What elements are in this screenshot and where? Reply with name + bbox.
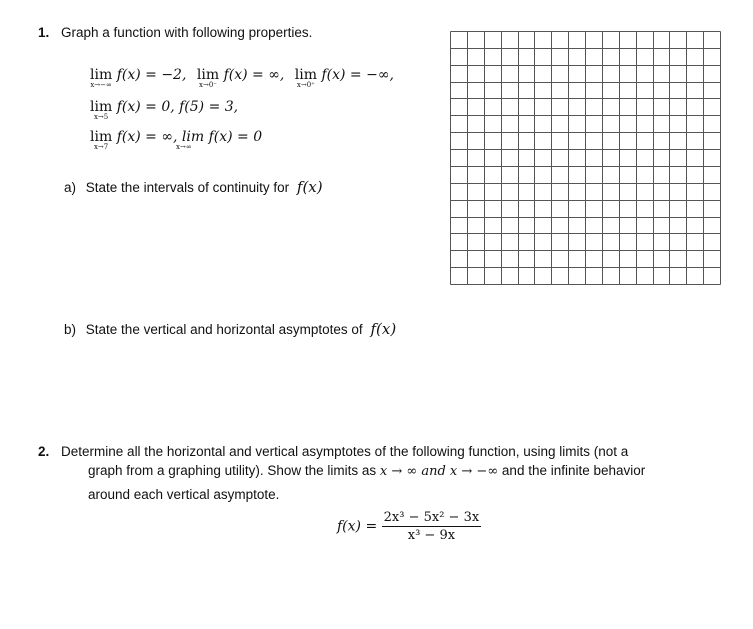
question-2-text-2a: graph from a graphing utility). Show the limits as [88,463,377,478]
question-2-line-2 [88,463,645,479]
part-a-label: a) [64,180,77,195]
question-2-number: 2. [38,444,50,459]
function-numerator: 2x³ − 5x² − 3x [383,510,480,525]
part-b [64,320,396,338]
part-a-text: State the intervals of continuity for [85,180,290,195]
question-2-limits: x → ∞ and x → −∞ [379,464,499,479]
part-a [64,178,323,196]
part-b-label: b) [64,322,77,337]
limit-zero-left-expr: f(x) = ∞, [223,67,285,83]
graph-grid[interactable] [450,31,721,285]
function-denominator: x³ − 9x [407,528,456,543]
limit-zero-left: lim x→0⁻ [196,67,220,89]
limit-line-1 [90,67,394,89]
question-1-prompt: Graph a function with following properties. [61,25,313,40]
part-b-text: State the vertical and horizontal asymptotes of [85,322,363,337]
rational-function [337,510,481,543]
part-b-fx: f(x) [370,320,397,338]
question-1-heading [38,25,312,40]
limit-seven: lim x→7 [90,129,113,151]
limit-line-2 [90,99,239,121]
question-1-number: 1. [38,25,50,40]
limit-zero-right-expr: f(x) = −∞, [321,67,394,83]
limit-neg-inf-expr: f(x) = −2, [116,67,187,83]
question-2-line-3: around each vertical asymptote. [88,487,280,502]
limit-line-3 [90,129,263,151]
question-2-text-1: Determine all the horizontal and vertical asymptotes of the following function, using limits (not a [61,444,629,459]
limit-seven-expr: f(x) = ∞, lim f(x) = 0 [116,129,263,145]
limit-neg-inf: lim x→−∞ [90,67,113,89]
limit-zero-right: lim x→0⁺ [294,67,317,89]
question-2-text-2b: and the infinite behavior [501,463,646,478]
limit-five: lim x→5 [90,99,113,121]
question-2-line-1 [38,444,628,459]
limit-infinity-sub: x→∞ [176,143,192,151]
function-label: f(x) = [337,518,378,535]
function-fraction [382,510,482,543]
part-a-fx: f(x) [296,178,323,196]
limit-five-expr: f(x) = 0, f(5) = 3, [116,99,239,115]
